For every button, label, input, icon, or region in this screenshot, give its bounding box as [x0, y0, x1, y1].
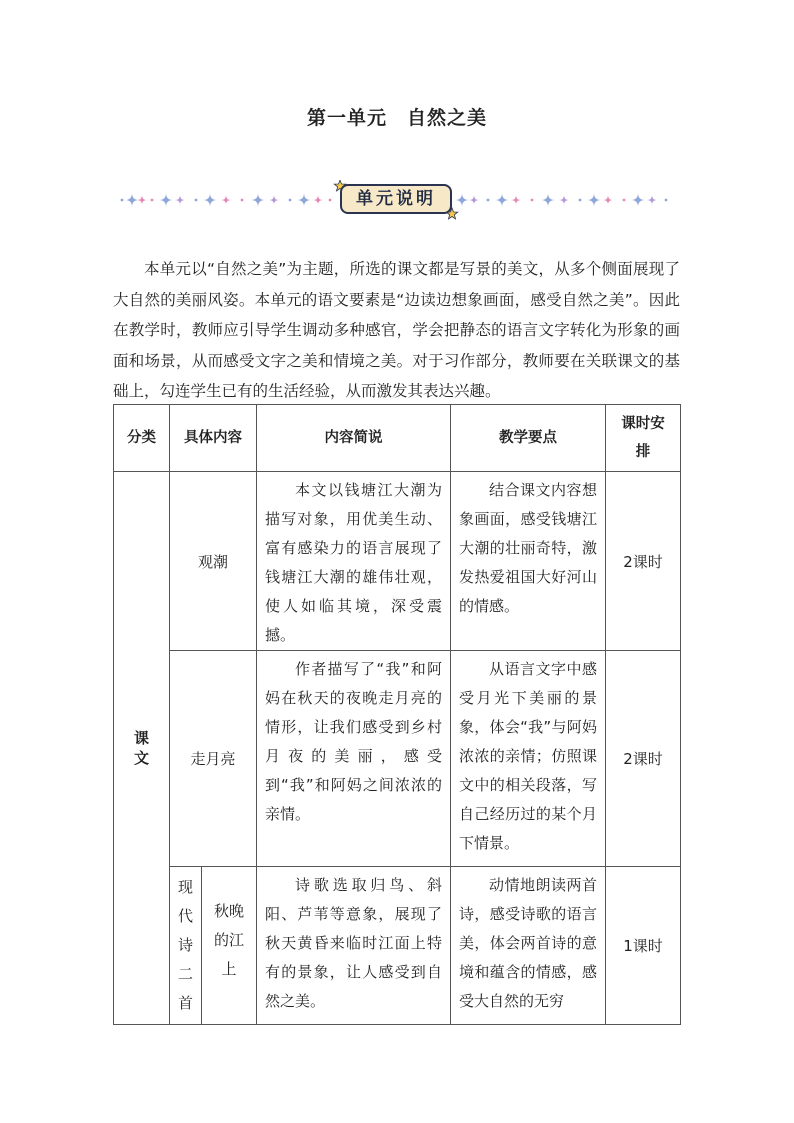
sparkle-dot-icon [487, 199, 490, 202]
lesson-key-points: 从语言文字中感受月光下美丽的景象，体会“我”与阿妈浓浓的亲情；仿照课文中的相关段落，写自己经历过的某个月下情景。 [451, 651, 606, 867]
unit-description-banner [118, 180, 678, 220]
sparkle-icon [603, 195, 613, 205]
intro-paragraph [113, 254, 680, 407]
lesson-key-points: 动情地朗读两首诗，感受诗歌的语言美，体会两首诗的意境和蕴含的情感，感受大自然的无穷 [451, 867, 606, 1025]
category-label: 课文 [133, 729, 149, 767]
sparkle-icon [203, 193, 217, 207]
sparkle-icon [313, 195, 323, 205]
table-row [114, 867, 681, 1025]
header-summary: 内容简说 [257, 405, 451, 472]
lesson-hours: 1课时 [606, 867, 681, 1025]
sparkle-icon [559, 195, 569, 205]
sparkle-dot-icon [151, 199, 154, 202]
lesson-name: 走月亮 [170, 651, 257, 867]
lesson-name: 观潮 [170, 472, 257, 651]
intro-text: 本单元以“自然之美”为主题，所选的课文都是写景的美文，从多个侧面展现了大自然的美丽风姿。本单元的语文要素是“边读边想象画面，感受自然之美”。因此在教学时，教师应引导学生调动多种感官，学会把静态的语言文字转化为形象的画面和场景，从而感受文字之美和情境之美。对于习作部分，教师要在关联课文的基础上，勾连学生已有的生活经验，从而激发其表达兴趣。 [113, 260, 680, 400]
lesson-hours: 2课时 [606, 651, 681, 867]
lesson-summary: 作者描写了“我”和阿妈在秋天的夜晚走月亮的情形，让我们感受到乡村月夜的美丽，感受到“我”和阿妈之间浓浓的亲情。 [257, 651, 451, 867]
header-key-points: 教学要点 [451, 405, 606, 472]
sparkle-icon [587, 193, 601, 207]
sparkle-icon [455, 193, 469, 207]
sparkle-dot-icon [665, 199, 668, 202]
sparkle-dot-icon [241, 199, 244, 202]
lesson-group-label: 现代诗二首 [177, 878, 193, 1012]
sparkle-dot-icon [579, 199, 582, 202]
lesson-name-label: 秋晚的江上 [213, 902, 244, 978]
lesson-key-points: 结合课文内容想象画面，感受钱塘江大潮的壮丽奇特，激发热爱祖国大好河山的情感。 [451, 472, 606, 651]
lesson-summary: 本文以钱塘江大潮为描写对象，用优美生动、富有感染力的语言展现了钱塘江大潮的雄伟壮观，使人如临其境，深受震撼。 [257, 472, 451, 651]
sparkle-icon [221, 195, 231, 205]
header-hours [606, 405, 681, 472]
unit-description-badge: 单元说明 [340, 184, 452, 214]
sparkle-dot-icon [289, 199, 292, 202]
sparkle-dot-icon [121, 199, 124, 202]
sparkle-icon [251, 193, 265, 207]
lesson-summary: 诗歌选取归鸟、斜阳、芦苇等意象，展现了秋天黄昏来临时江面上特有的景象，让人感受到自然之美。 [257, 867, 451, 1025]
page-title: 第一单元 自然之美 [306, 107, 487, 129]
sparkle-icon [631, 193, 645, 207]
sparkle-dot-icon [195, 199, 198, 202]
sparkle-dot-icon [329, 199, 332, 202]
sparkle-dot-icon [623, 199, 626, 202]
category-cell [114, 472, 170, 1025]
header-category: 分类 [114, 405, 170, 472]
sparkle-icon [125, 193, 139, 207]
lesson-name [202, 867, 257, 1025]
sparkle-icon [137, 195, 147, 205]
sparkle-dot-icon [531, 199, 534, 202]
sparkle-icon [469, 195, 479, 205]
sparkle-icon [495, 193, 509, 207]
sparkle-icon [297, 193, 311, 207]
header-hours-label: 课时安排 [621, 416, 665, 460]
table-row [114, 472, 681, 651]
sparkle-icon [269, 195, 279, 205]
sparkle-icon [511, 195, 521, 205]
sparkle-icon [541, 193, 555, 207]
sparkle-icon [159, 193, 173, 207]
sparkle-icon [175, 195, 185, 205]
header-content: 具体内容 [170, 405, 257, 472]
lesson-group-name [170, 867, 202, 1025]
lesson-plan-table [113, 404, 681, 1025]
lesson-hours: 2课时 [606, 472, 681, 651]
sparkle-icon [647, 195, 657, 205]
table-header-row [114, 405, 681, 472]
table-row [114, 651, 681, 867]
